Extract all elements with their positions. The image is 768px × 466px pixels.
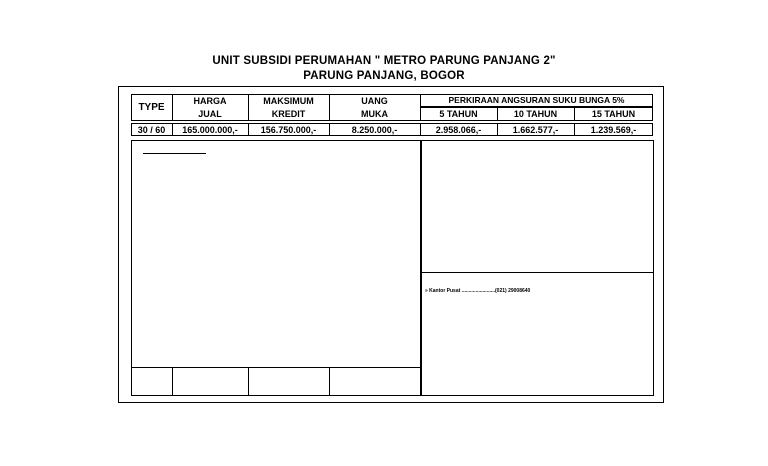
row-angsuran-15: 1.239.569,- <box>590 124 637 135</box>
contact-kantor-pusat: » Kantor Pusat ........................(021) 29008640 <box>425 288 531 294</box>
header-tenor-15: 15 TAHUN <box>591 109 636 119</box>
header-uang-2: MUKA <box>361 109 388 119</box>
document-subtitle: PARUNG PANJANG, BOGOR <box>303 70 465 82</box>
header-type: TYPE <box>138 102 165 113</box>
header-harga-1: HARGA <box>193 95 227 106</box>
left-content-panel <box>131 140 421 396</box>
underline-rule <box>143 153 206 154</box>
row-type: 30 / 60 <box>137 124 166 135</box>
row-maksimum-kredit: 156.750.000,- <box>260 124 317 135</box>
header-harga-2: JUAL <box>198 109 222 119</box>
header-tenor-5: 5 TAHUN <box>439 109 478 119</box>
row-angsuran-10: 1.662.577,- <box>512 124 559 135</box>
header-uang-1: UANG <box>361 95 388 106</box>
header-perkiraan: PERKIRAAN ANGSURAN SUKU BUNGA 5% <box>448 95 625 105</box>
row-harga-jual: 165.000.000,- <box>182 124 238 135</box>
row-angsuran-5: 2.958.066,- <box>435 124 482 135</box>
row-uang-muka: 8.250.000,- <box>351 124 398 135</box>
header-maksimum-1: MAKSIMUM <box>263 95 314 106</box>
right-content-panel <box>421 140 654 396</box>
document-title: UNIT SUBSIDI PERUMAHAN " METRO PARUNG PANJANG 2" <box>212 55 556 67</box>
header-maksimum-2: KREDIT <box>271 109 306 119</box>
header-tenor-10: 10 TAHUN <box>513 109 558 119</box>
